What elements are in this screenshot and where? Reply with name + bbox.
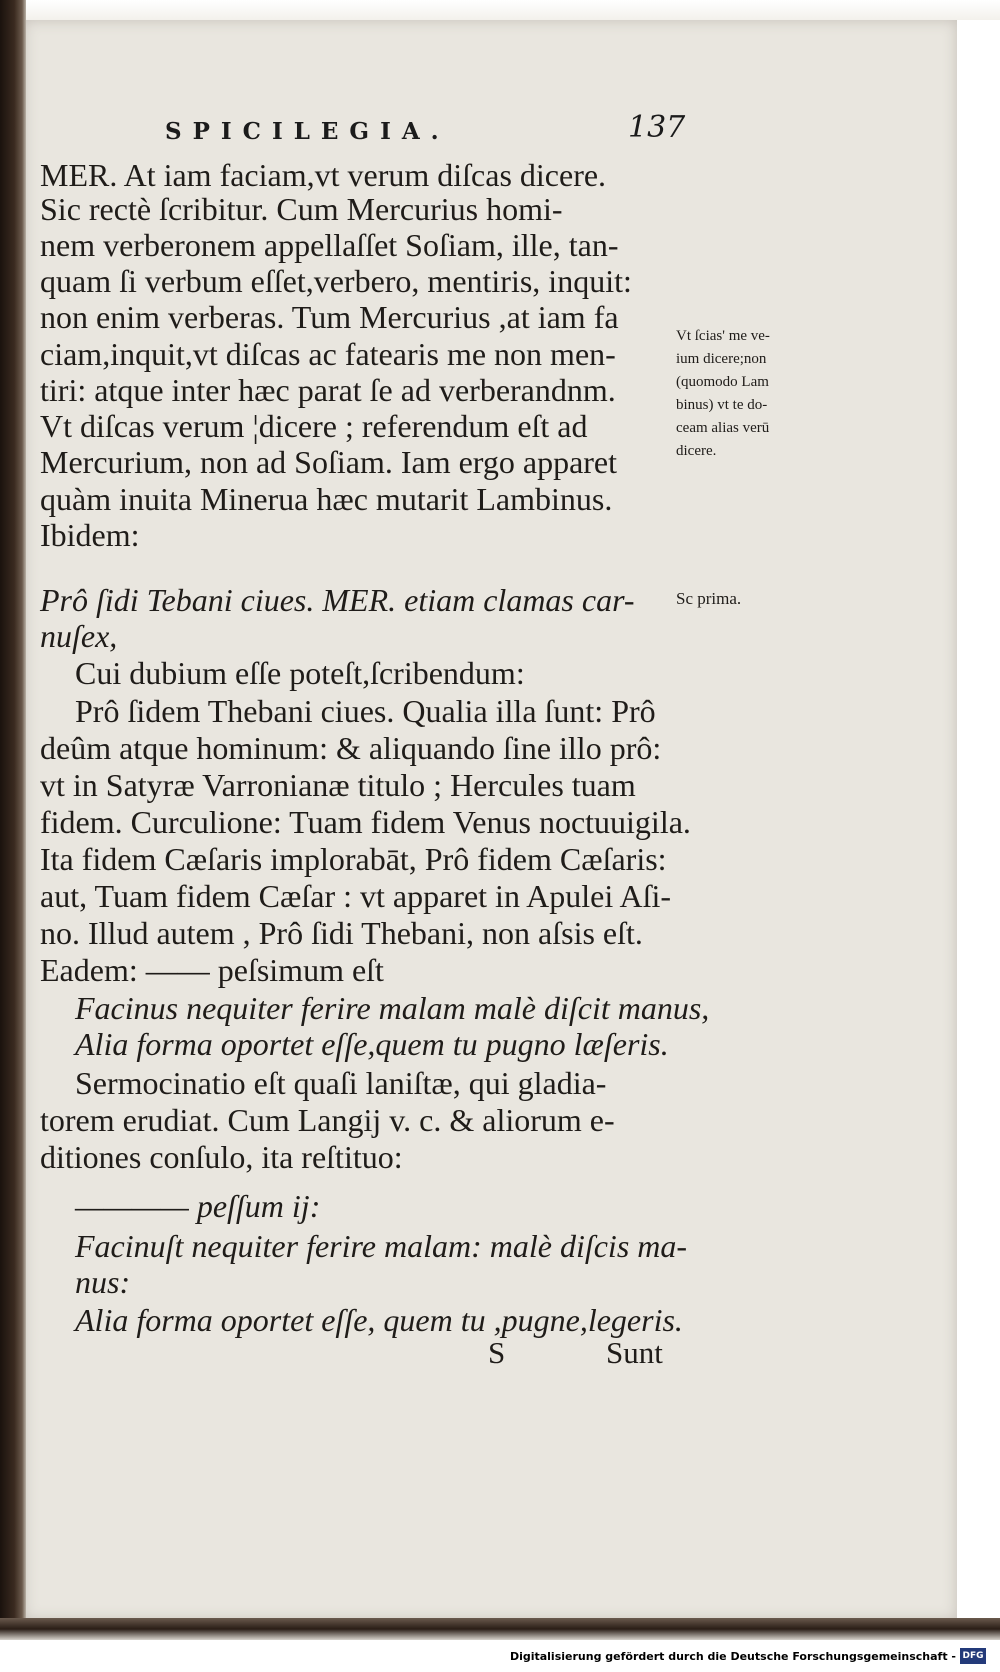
text-line: torem erudiat. Cum Langij v. c. & aliorum e- — [40, 1102, 615, 1138]
scan-left-edge — [0, 0, 26, 1672]
funding-credit: Digitalisierung gefördert durch die Deutsche Forschungsgemeinschaft - — [509, 1650, 956, 1663]
margin-note-line: Vt ſcias' me ve- — [676, 328, 770, 344]
page-number: 137 — [628, 110, 686, 145]
scan-bottom-edge — [0, 1618, 1000, 1640]
signature-mark: S — [488, 1335, 506, 1370]
margin-note-line: ium dicere;non — [676, 351, 767, 367]
text-line: aut, Tuam fidem Cæſar : vt apparet in Apulei Aſi- — [40, 878, 672, 914]
text-line: nuſex, — [40, 618, 118, 654]
dfg-logo: DFG — [960, 1648, 986, 1664]
text-line: Prô ſidi Tebani ciues. MER. etiam clamas car- — [40, 582, 635, 618]
text-line: no. Illud autem , Prô ſidi Thebani, non aſsis eſt. — [40, 915, 643, 951]
text-line: non enim verberas. Tum Mercurius ,at iam fa — [40, 299, 619, 335]
text-line: Sic rectè ſcribitur. Cum Mercurius homi- — [40, 191, 563, 227]
text-line: Mercurium, non ad Soſiam. Iam ergo apparet — [40, 444, 618, 480]
text-line: nus: — [75, 1264, 131, 1300]
text-line: Ita fidem Cæſaris implorabāt, Prô fidem Cæſaris: — [40, 841, 667, 877]
text-line: ———— peſſum ij: — [75, 1188, 321, 1224]
text-line: fidem. Curculione: Tuam fidem Venus noctuuigila. — [40, 804, 691, 840]
margin-note-line: dicere. — [676, 443, 717, 459]
margin-note-line: binus) vt te do- — [676, 397, 768, 413]
text-line: Alia forma oportet eſſe, quem tu ,pugne,legeris. — [75, 1302, 683, 1338]
text-line: vt in Satyræ Varronianæ titulo ; Hercules tuam — [40, 767, 636, 803]
scan-top-edge — [0, 0, 1000, 20]
catchword: Sunt — [606, 1335, 663, 1370]
margin-note-line: (quomodo Lam — [676, 374, 769, 390]
text-line: tiri: atque inter hæc parat ſe ad verberandnm. — [40, 372, 616, 408]
text-line: MER. At iam faciam,vt verum diſcas dicere. — [40, 157, 607, 193]
text-line: Cui dubium eſſe poteſt,ſcribendum: — [75, 655, 525, 691]
text-line: Ibidem: — [40, 517, 140, 553]
text-line: Sermocinatio eſt quaſi laniſtæ, qui gladia- — [75, 1065, 607, 1101]
text-line: ditiones conſulo, ita reſtituo: — [40, 1139, 403, 1175]
text-line: Alia forma oportet eſſe,quem tu pugno læſeris. — [75, 1026, 669, 1062]
text-line: Facinus nequiter ferire malam malè diſcit manus, — [75, 990, 710, 1026]
running-title: SPICILEGIA. — [165, 118, 450, 145]
text-line: Eadem: —— peſsimum eſt — [40, 952, 384, 988]
text-line: Vt diſcas verum ¦dicere ; referendum eſt ad — [40, 408, 588, 444]
margin-note: Sc prima. — [676, 589, 742, 608]
footer-bar — [0, 1640, 1000, 1672]
text-line: quam ſi verbum eſſet,verbero, mentiris, inquit: — [40, 263, 632, 299]
margin-note-line: ceam alias verū — [676, 420, 770, 436]
text-line: Facinuſt nequiter ferire malam: malè diſcis ma- — [75, 1228, 688, 1264]
text-line: quàm inuita Minerua hæc mutarit Lambinus. — [40, 481, 613, 517]
text-line: deûm atque hominum: & aliquando ſine illo prô: — [40, 730, 662, 766]
text-line: Prô ſidem Thebani ciues. Qualia illa ſunt: Prô — [75, 693, 656, 729]
text-line: nem verberonem appellaſſet Soſiam, ille, tan- — [40, 227, 619, 263]
text-line: ciam,inquit,vt diſcas ac fatearis me non men- — [40, 336, 616, 372]
